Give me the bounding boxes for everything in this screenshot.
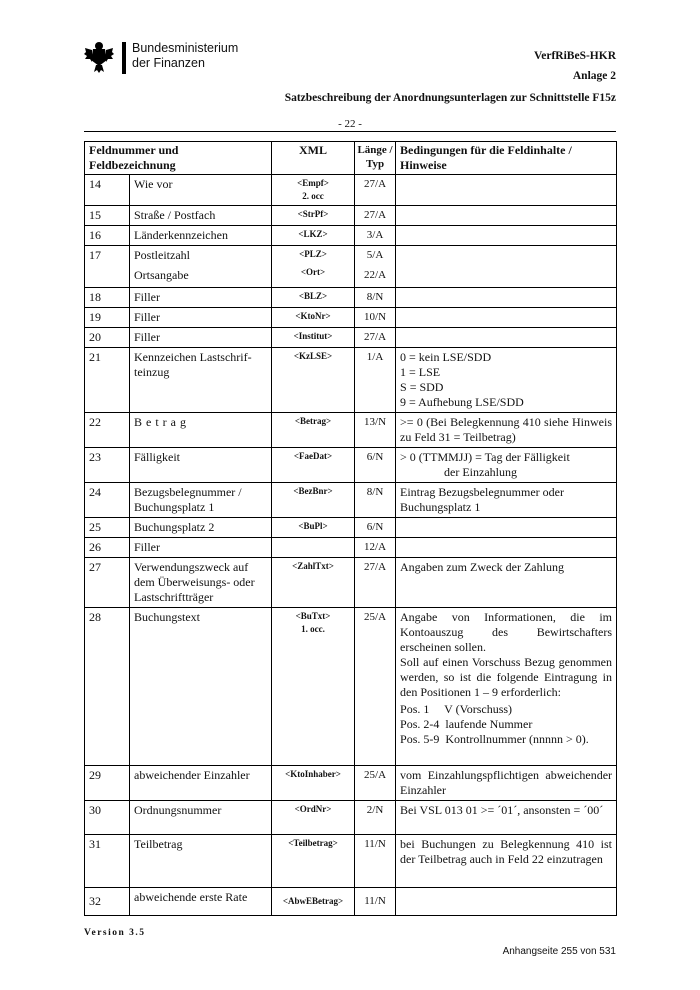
field-length: 1/A: [355, 348, 396, 413]
xml-tag-name: <PLZ>: [299, 249, 327, 259]
field-number: 25: [85, 518, 130, 538]
ministry-name-line2: der Finanzen: [132, 56, 205, 70]
condition-line: S = SDD: [400, 380, 444, 394]
field-number: 14: [85, 175, 130, 206]
field-name: Kennzeichen Lastschrif-teinzug: [130, 348, 272, 413]
federal-eagle-icon: [84, 40, 114, 74]
xml-tag: <StrPf>: [272, 206, 355, 226]
table-row: [85, 328, 617, 348]
field-conditions: [396, 226, 617, 246]
logo-divider: [122, 42, 126, 74]
header-xml: XML: [272, 142, 355, 175]
table-row: [85, 308, 617, 328]
field-length: 27/A: [355, 558, 396, 608]
xml-tag: <BezBnr>: [272, 483, 355, 518]
field-number: 26: [85, 538, 130, 558]
field-conditions: [396, 888, 617, 916]
field-name: Buchungsplatz 2: [130, 518, 272, 538]
field-name: Buchungstext: [130, 608, 272, 766]
header-length: Länge / Typ: [355, 142, 396, 175]
field-number: 29: [85, 766, 130, 801]
field-name: Fälligkeit: [130, 448, 272, 483]
table-row: [85, 206, 617, 226]
field-conditions: [396, 246, 617, 288]
field-length: 11/N: [355, 835, 396, 888]
condition-line: 9 = Aufhebung LSE/SDD: [400, 395, 524, 409]
xml-tag: <KtoInhaber>: [272, 766, 355, 801]
field-conditions: [396, 608, 617, 766]
field-name: Länderkennzeichen: [130, 226, 272, 246]
field-conditions: [396, 538, 617, 558]
ministry-logo: [84, 40, 284, 80]
field-name: Wie vor: [130, 175, 272, 206]
field-name: abweichende erste Rate: [130, 888, 272, 916]
xml-tag: [272, 538, 355, 558]
field-name: Filler: [130, 538, 272, 558]
field-conditions: [396, 448, 617, 483]
xml-tag: <BuPl>: [272, 518, 355, 538]
header-conditions: Bedingungen für die Feldinhalte / Hinweise: [396, 142, 617, 175]
field-length: 27/A: [355, 175, 396, 206]
condition-line: Pos. 5-9 Kontrollnummer (nnnnn > 0).: [400, 732, 589, 746]
field-length: [355, 246, 396, 288]
condition-paragraph: Soll auf einen Vorschuss Bezug genommen werden, so ist die folgende Eintragung in den Positionen 1 – 9 erforderlich:: [400, 655, 613, 699]
table-row: [85, 448, 617, 483]
page-info: Anhangseite 255 von 531: [502, 946, 616, 957]
xml-tag: [272, 246, 355, 288]
field-length: 13/N: [355, 413, 396, 448]
version-label: Version 3.5: [84, 928, 146, 938]
condition-paragraph: Angabe von Informationen, die im Kontoauszug des Bewirtschafters erscheinen sollen.: [400, 610, 613, 654]
field-conditions: >= 0 (Bei Belegkennung 410 siehe Hinweis zu Feld 31 = Teilbetrag): [396, 413, 617, 448]
condition-line: 0 = kein LSE/SDD: [400, 350, 492, 364]
xml-tag: <ZahlTxt>: [272, 558, 355, 608]
field-number: 23: [85, 448, 130, 483]
field-conditions: bei Buchungen zu Belegkennung 410 ist der Teilbetrag auch in Feld 22 einzutragen: [396, 835, 617, 888]
field-number: 15: [85, 206, 130, 226]
field-conditions: [396, 518, 617, 538]
condition-line: der Einzahlung: [444, 465, 517, 479]
field-conditions: [396, 175, 617, 206]
table-row: [85, 835, 617, 888]
xml-tag: <BLZ>: [272, 288, 355, 308]
field-length: 11/N: [355, 888, 396, 916]
field-number: 18: [85, 288, 130, 308]
field-conditions: [396, 348, 617, 413]
field-number: 16: [85, 226, 130, 246]
field-name: Bezugsbelegnummer / Buchungsplatz 1: [130, 483, 272, 518]
field-name: Teilbetrag: [130, 835, 272, 888]
field-length: 25/A: [355, 766, 396, 801]
field-conditions: [396, 288, 617, 308]
field-name: Filler: [130, 288, 272, 308]
field-conditions: Bei VSL 013 01 >= ´01´, ansonsten = ´00´: [396, 801, 617, 835]
page-marker: - 22 -: [338, 118, 362, 130]
field-length: 25/A: [355, 608, 396, 766]
field-length: 6/N: [355, 448, 396, 483]
field-number: 27: [85, 558, 130, 608]
ministry-name: [132, 41, 238, 71]
table-row: [85, 538, 617, 558]
xml-tag-name: <BuTxt>: [295, 611, 331, 621]
header-rule: [84, 131, 616, 132]
table-row: [85, 348, 617, 413]
table-row: [85, 558, 617, 608]
field-conditions: vom Einzahlungspflichtigen abweichender Einzahler: [396, 766, 617, 801]
field-number: 21: [85, 348, 130, 413]
field-spec-table: [84, 141, 617, 916]
condition-line: > 0 (TTMMJJ) = Tag der Fälligkeit: [400, 450, 570, 464]
field-length: 8/N: [355, 288, 396, 308]
field-name: Betrag: [130, 413, 272, 448]
field-number: 17: [85, 246, 130, 288]
field-length: 6/N: [355, 518, 396, 538]
field-name-line1: Postleitzahl: [134, 248, 190, 262]
table-row: [85, 288, 617, 308]
header-field: Feldnummer und Feldbezeichnung: [85, 142, 272, 175]
field-number: 19: [85, 308, 130, 328]
field-number: 31: [85, 835, 130, 888]
field-conditions: Eintrag Bezugsbelegnummer oder Buchungsplatz 1: [396, 483, 617, 518]
field-number: 24: [85, 483, 130, 518]
field-name-line2: Ortsangabe: [134, 268, 189, 282]
field-number: 28: [85, 608, 130, 766]
table-row: [85, 226, 617, 246]
field-length: 27/A: [355, 206, 396, 226]
ministry-name-line1: Bundesministerium: [132, 41, 239, 55]
field-name: Straße / Postfach: [130, 206, 272, 226]
field-conditions: [396, 206, 617, 226]
table-row: [85, 888, 617, 916]
xml-occurrence: 2. occ: [302, 191, 324, 201]
xml-tag: <FaeDat>: [272, 448, 355, 483]
table-row: [85, 246, 617, 288]
table-header-row: [85, 142, 617, 175]
table-row: [85, 766, 617, 801]
xml-tag-name: <Empf>: [297, 178, 329, 188]
field-length: 10/N: [355, 308, 396, 328]
field-number: 20: [85, 328, 130, 348]
xml-tag-name-2: <Ort>: [300, 267, 326, 277]
table-row: [85, 801, 617, 835]
xml-tag: <Institut>: [272, 328, 355, 348]
field-conditions: [396, 328, 617, 348]
field-length-1: 5/A: [366, 249, 384, 261]
xml-tag: [272, 175, 355, 206]
xml-tag: <Betrag>: [272, 413, 355, 448]
field-length: 8/N: [355, 483, 396, 518]
table-row: [85, 413, 617, 448]
field-name: Filler: [130, 308, 272, 328]
field-name: Filler: [130, 328, 272, 348]
document-id: VerfRiBeS-HKR: [534, 50, 616, 62]
field-name: Ordnungsnummer: [130, 801, 272, 835]
xml-tag: <KzLSE>: [272, 348, 355, 413]
field-conditions: Angaben zum Zweck der Zahlung: [396, 558, 617, 608]
document-subtitle: Satzbeschreibung der Anordnungsunterlagen zur Schnittstelle F15z: [284, 92, 616, 104]
table-row: [85, 483, 617, 518]
condition-line: 1 = LSE: [400, 365, 441, 379]
xml-tag: <OrdNr>: [272, 801, 355, 835]
table-row: [85, 518, 617, 538]
field-name: Verwendungszweck auf dem Überweisungs- oder Lastschriftträger: [130, 558, 272, 608]
xml-tag: <LKZ>: [272, 226, 355, 246]
field-length: 12/A: [355, 538, 396, 558]
field-number: 32: [85, 888, 130, 916]
field-name: abweichender Einzahler: [130, 766, 272, 801]
field-length: 2/N: [355, 801, 396, 835]
field-conditions: [396, 308, 617, 328]
condition-line: Pos. 1 V (Vorschuss): [400, 702, 513, 716]
condition-line: Pos. 2-4 laufende Nummer: [400, 717, 533, 731]
xml-tag: <AbwEBetrag>: [272, 888, 355, 916]
xml-tag: <Teilbetrag>: [272, 835, 355, 888]
field-length: 3/A: [355, 226, 396, 246]
xml-occurrence: 1. occ.: [301, 624, 325, 634]
field-name: [130, 246, 272, 288]
table-row: [85, 608, 617, 766]
field-length-2: 22/A: [364, 269, 387, 281]
field-number: 30: [85, 801, 130, 835]
field-number: 22: [85, 413, 130, 448]
field-length: 27/A: [355, 328, 396, 348]
xml-tag: <KtoNr>: [272, 308, 355, 328]
xml-tag: [272, 608, 355, 766]
annex-label: Anlage 2: [572, 70, 616, 82]
table-row: [85, 175, 617, 206]
